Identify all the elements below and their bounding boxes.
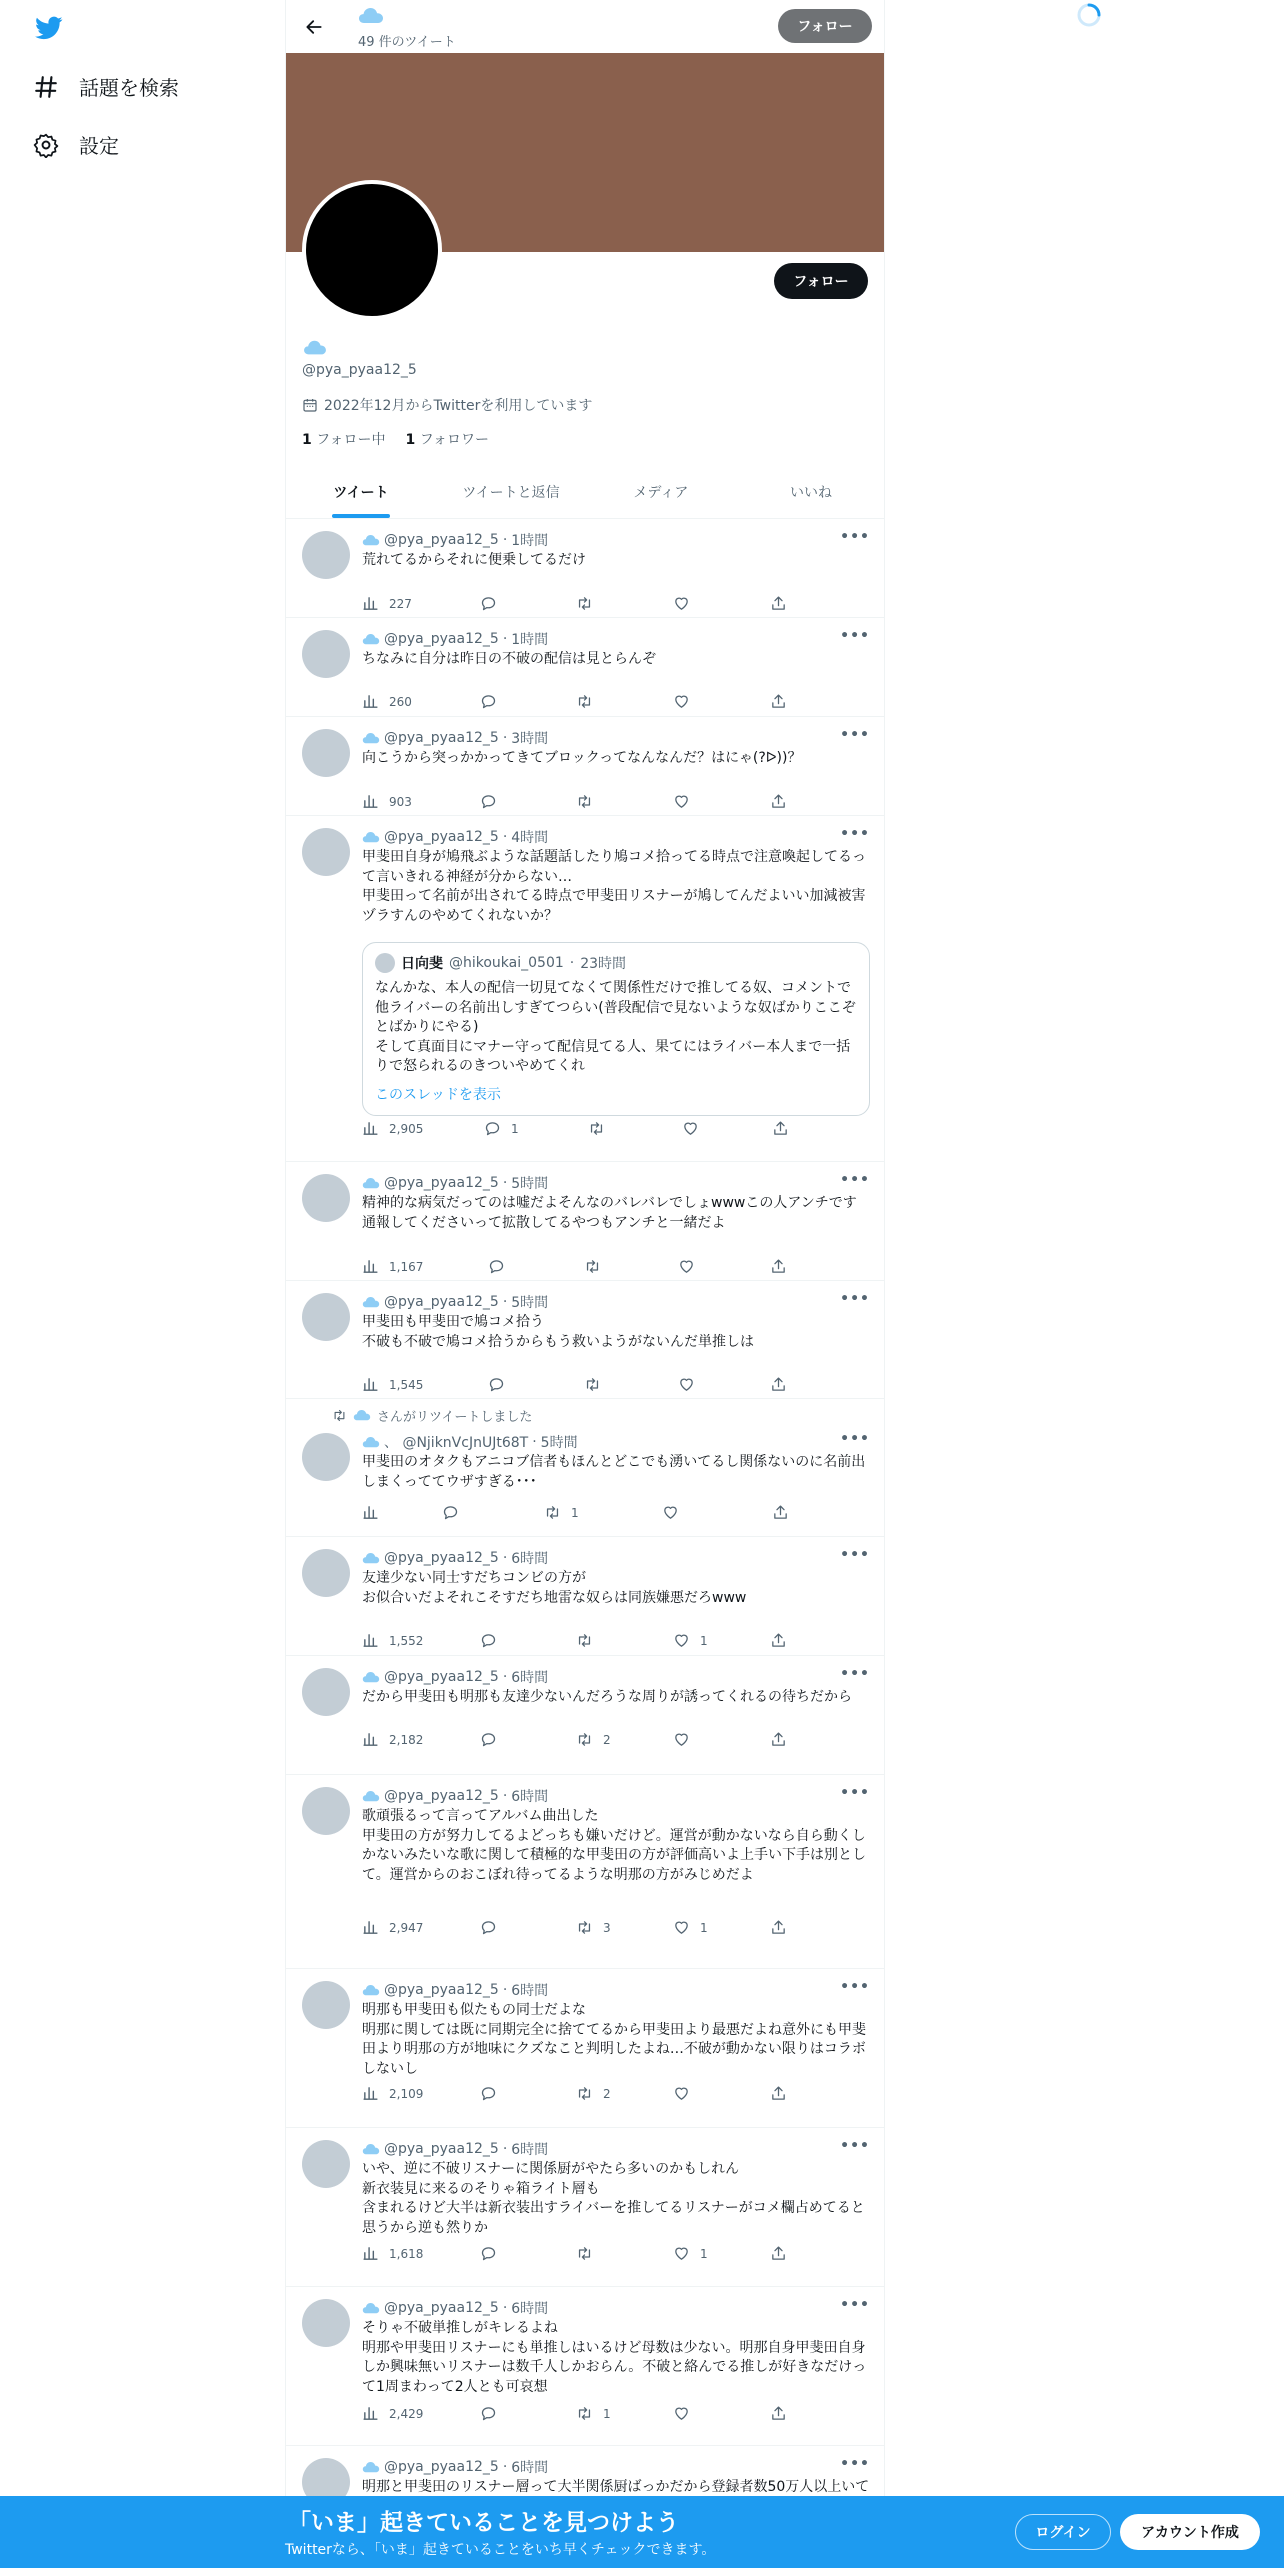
retweet-icon <box>576 2245 593 2262</box>
tweet-actions <box>362 2085 792 2105</box>
profile-column <box>285 0 885 2568</box>
tweet-item[interactable] <box>286 2287 885 2446</box>
arrow-left-icon <box>304 17 324 37</box>
tweet-text: いや、逆に不破リスナーに関係厨がやたら多いのかもしれん 新衣装見に来るのそりゃ箱ライト層も 含まれるけど大半は新衣装出すライバーを推してるリスナーがコメ欄占めてると思うから逆も然りか <box>362 2161 865 2236</box>
retweet-button[interactable] <box>584 1376 611 1393</box>
tweet-actions <box>362 1376 792 1396</box>
retweet-icon <box>576 693 593 710</box>
profile-joined-text: 2022年12月からTwitterを利用しています <box>324 398 593 414</box>
retweet-icon <box>576 2085 593 2102</box>
share-icon <box>770 693 787 710</box>
share-icon <box>770 595 787 612</box>
cloud-emoji-icon <box>362 1551 380 1566</box>
reply-button[interactable] <box>480 595 507 612</box>
retweet-button[interactable] <box>588 1120 615 1137</box>
share-button[interactable] <box>770 2085 787 2102</box>
reply-icon <box>480 2245 497 2262</box>
heart-icon <box>673 2085 690 2102</box>
views-icon <box>362 1376 379 1393</box>
followers-link[interactable]: 1 フォロワー <box>405 432 490 448</box>
tweet-handle[interactable]: @pya_pyaa12_5 <box>384 730 499 746</box>
profile-follow-stats <box>302 429 489 449</box>
heart-icon <box>673 2405 690 2422</box>
share-icon <box>772 1120 789 1137</box>
tweet-avatar[interactable] <box>302 729 350 777</box>
heart-icon <box>673 1731 690 1748</box>
tweet-text: 友達少ない同士すだちコンビの方が お似合いだよそれこそすだち地雷な奴らは同族嫌悪だろwww <box>362 1570 747 1606</box>
reply-icon <box>480 2405 497 2422</box>
tweet-time[interactable]: 3時間 <box>511 731 549 747</box>
like-button[interactable] <box>673 693 700 710</box>
retweet-icon <box>332 1408 347 1423</box>
retweeted-by: さんがリツイートしました <box>332 1406 532 1425</box>
tweet-actions <box>362 595 792 615</box>
views-button[interactable]: 903 <box>362 793 412 810</box>
share-icon <box>770 2245 787 2262</box>
views-icon <box>362 1258 379 1275</box>
retweet-icon <box>584 1258 601 1275</box>
tweet-actions <box>362 2245 792 2265</box>
retweet-icon <box>544 1504 561 1521</box>
share-icon <box>770 2085 787 2102</box>
twitter-logo-icon[interactable] <box>33 14 65 42</box>
share-button[interactable] <box>770 595 787 612</box>
heart-icon <box>673 693 690 710</box>
tweet-header: @pya_pyaa12_5 · 6時間 <box>362 1548 548 1568</box>
quoted-tweet-time: 23時間 <box>580 956 627 972</box>
tab-media[interactable]: メディア <box>633 485 689 501</box>
tweet-handle[interactable]: @pya_pyaa12_5 <box>384 2300 499 2316</box>
retweet-icon <box>576 1731 593 1748</box>
tweet-avatar[interactable] <box>302 2140 350 2188</box>
tweet-text: だから甲斐田も明那も友達少ないんだろうな周りが誘ってくれるの待ちだから <box>362 1689 852 1705</box>
tweet-time[interactable]: 6時間 <box>511 2142 549 2158</box>
heart-icon <box>682 1120 699 1137</box>
reply-button[interactable] <box>480 2405 507 2422</box>
reply-icon <box>480 1731 497 1748</box>
quoted-tweet[interactable] <box>362 942 870 1116</box>
cloud-emoji-icon <box>358 5 384 27</box>
signup-banner-title: 「いま」起きていることを見つけよう <box>288 2510 679 2536</box>
tweet-actions <box>362 793 792 813</box>
tweet-actions <box>362 1258 792 1278</box>
views-icon <box>362 793 379 810</box>
share-icon <box>770 1731 787 1748</box>
tweet-time[interactable]: 6時間 <box>511 1983 549 1999</box>
share-button[interactable] <box>770 793 787 810</box>
tweet-handle[interactable]: @pya_pyaa12_5 <box>384 2141 499 2157</box>
tweet-handle[interactable]: @pya_pyaa12_5 <box>384 1788 499 1804</box>
cloud-emoji-icon <box>362 533 380 548</box>
tweet-text: 甲斐田のオタクもアニコブ信者もほんとどこでも湧いてるし関係ないのに名前出しまくっててウザすぎる･･･ <box>362 1454 866 1490</box>
views-button[interactable]: 2,109 <box>362 2085 423 2102</box>
tweet-text: 精神的な病気だってのは嘘だよそんなのバレバレでしょwwwこの人アンチです通報してくださいって拡散してるやつもアンチと一緒だよ <box>362 1195 857 1231</box>
reply-icon <box>480 595 497 612</box>
reply-icon <box>484 1120 501 1137</box>
reply-button[interactable] <box>480 693 507 710</box>
share-icon <box>770 1376 787 1393</box>
views-icon <box>362 1731 379 1748</box>
tweet-item[interactable] <box>286 717 885 816</box>
more-options-button[interactable]: ••• <box>840 2138 870 2154</box>
reply-icon <box>442 1504 459 1521</box>
tweet-header: @pya_pyaa12_5 · 6時間 <box>362 1667 548 1687</box>
tweet-item[interactable] <box>286 618 885 717</box>
like-button[interactable] <box>673 2085 700 2102</box>
tweet-item[interactable] <box>286 1969 885 2128</box>
cloud-emoji-icon <box>303 338 327 358</box>
views-icon <box>362 1919 379 1936</box>
views-icon <box>362 693 379 710</box>
hashtag-icon <box>33 74 59 100</box>
retweet-icon <box>576 1632 593 1649</box>
tweet-text: 歌頑張るって言ってアルバム曲出した 甲斐田の方が努力してるよどっちも嫌いだけど。運営が動かないなら自ら動くしかないみたいな歌に関して積極的な甲斐田の方が評価高いよ上手い下手は別として。運営からのおこぼれ待ってるような明那の方がみじめだよ <box>362 1808 866 1883</box>
cloud-emoji-icon <box>362 1670 380 1685</box>
signup-banner-subtitle: Twitterなら、「いま」起きていることをいち早くチェックできます。 <box>285 2542 716 2558</box>
show-thread-link[interactable]: このスレッドを表示 <box>375 1087 501 1103</box>
share-icon <box>772 1504 789 1521</box>
tab-likes[interactable]: いいね <box>790 485 832 501</box>
cloud-emoji-icon <box>362 1435 380 1450</box>
tweet-header: @pya_pyaa12_5 · 5時間 <box>362 1292 548 1312</box>
views-button[interactable]: 260 <box>362 693 412 710</box>
tweet-header: @pya_pyaa12_5 · 3時間 <box>362 728 548 748</box>
tweet-avatar[interactable] <box>302 828 350 876</box>
share-icon <box>770 793 787 810</box>
profile-avatar[interactable] <box>302 180 442 320</box>
reply-button[interactable] <box>480 2245 507 2262</box>
share-button[interactable] <box>770 1632 787 1649</box>
tweet-time[interactable]: 6時間 <box>511 2460 549 2476</box>
tweet-avatar[interactable] <box>302 2299 350 2347</box>
views-icon <box>362 595 379 612</box>
like-button[interactable] <box>673 1731 700 1748</box>
cloud-emoji-icon <box>362 1983 380 1998</box>
reply-button[interactable] <box>488 1376 515 1393</box>
tweet-avatar[interactable] <box>302 1787 350 1835</box>
reply-button[interactable] <box>480 1731 507 1748</box>
views-icon <box>362 1632 379 1649</box>
cloud-emoji-icon <box>362 2460 380 2475</box>
views-icon <box>362 1504 379 1521</box>
like-button[interactable]: 1 <box>673 1919 708 1936</box>
tweet-header: @pya_pyaa12_5 · 6時間 <box>362 2139 548 2159</box>
more-options-button[interactable]: ••• <box>840 1172 870 1188</box>
tweet-time[interactable]: 1時間 <box>511 632 549 648</box>
views-button[interactable]: 1,167 <box>362 1258 423 1275</box>
profile-joined <box>302 395 592 415</box>
tab-tweets[interactable]: ツイート <box>286 466 436 518</box>
more-options-button[interactable]: ••• <box>840 1547 870 1563</box>
share-button[interactable] <box>770 1731 787 1748</box>
tweet-header: @pya_pyaa12_5 · 6時間 <box>362 2457 548 2477</box>
retweet-button[interactable]: 3 <box>576 1919 611 1936</box>
more-options-button[interactable]: ••• <box>840 628 870 644</box>
profile-handle: @pya_pyaa12_5 <box>302 362 417 378</box>
reply-button[interactable] <box>480 1632 507 1649</box>
retweet-icon <box>576 1919 593 1936</box>
tweet-item[interactable] <box>286 519 885 618</box>
reply-icon <box>480 1632 497 1649</box>
tweet-item[interactable] <box>286 1537 885 1656</box>
tweet-header: @pya_pyaa12_5 · 1時間 <box>362 629 548 649</box>
like-button[interactable]: 1 <box>673 2245 708 2262</box>
tweet-time[interactable]: 4時間 <box>511 830 549 846</box>
reply-button[interactable] <box>488 1258 515 1275</box>
retweet-button[interactable]: 2 <box>576 1731 611 1748</box>
reply-icon <box>488 1258 505 1275</box>
tweet-count: 49 件のツイート <box>358 35 456 50</box>
like-button[interactable] <box>662 1504 689 1521</box>
views-button[interactable]: 1,552 <box>362 1632 423 1649</box>
like-button[interactable] <box>678 1258 705 1275</box>
quoted-tweet-handle: @hikoukai_0501 <box>449 955 564 971</box>
tweet-handle[interactable]: @pya_pyaa12_5 <box>384 1669 499 1685</box>
cloud-emoji-icon <box>362 731 380 746</box>
reply-icon <box>480 793 497 810</box>
tweet-time[interactable]: 5時間 <box>511 1295 549 1311</box>
views-button[interactable]: 1,618 <box>362 2245 423 2262</box>
reply-button[interactable] <box>480 2085 507 2102</box>
tweet-item[interactable] <box>286 1775 885 1969</box>
heart-icon <box>673 1919 690 1936</box>
cloud-emoji-icon <box>362 830 380 845</box>
share-icon <box>770 2405 787 2422</box>
nav-explore-label: 話題を検索 <box>79 76 179 100</box>
tweet-time[interactable]: 1時間 <box>511 533 549 549</box>
retweet-icon <box>576 595 593 612</box>
retweet-button[interactable]: 2 <box>576 2085 611 2102</box>
tweet-actions <box>362 1120 792 1140</box>
heart-icon <box>673 1632 690 1649</box>
tweet-item[interactable] <box>286 816 885 1162</box>
like-button[interactable]: 1 <box>673 1632 708 1649</box>
more-options-button[interactable]: ••• <box>840 1291 870 1307</box>
tweet-header: @pya_pyaa12_5 · 5時間 <box>362 1173 548 1193</box>
tweet-time[interactable]: 6時間 <box>511 1551 549 1567</box>
following-link[interactable]: 1 フォロー中 <box>302 432 386 448</box>
profile-header-bar <box>286 0 885 53</box>
tweet-time[interactable]: 6時間 <box>511 1789 549 1805</box>
views-icon <box>362 1120 379 1137</box>
views-button[interactable]: 227 <box>362 595 412 612</box>
gear-icon <box>33 132 59 158</box>
retweet-icon <box>584 1376 601 1393</box>
tweet-item[interactable] <box>286 2128 885 2287</box>
share-icon <box>770 1632 787 1649</box>
cloud-emoji-icon <box>353 1408 371 1423</box>
reply-icon <box>480 693 497 710</box>
tweet-header: @pya_pyaa12_5 · 4時間 <box>362 827 548 847</box>
tweet-header: @pya_pyaa12_5 · 6時間 <box>362 1786 548 1806</box>
like-button[interactable] <box>673 2405 700 2422</box>
retweet-icon <box>588 1120 605 1137</box>
heart-icon <box>662 1504 679 1521</box>
tweet-item[interactable] <box>286 1281 885 1399</box>
share-button[interactable] <box>770 1919 787 1936</box>
tweet-avatar[interactable] <box>302 1174 350 1222</box>
views-button[interactable]: 2,429 <box>362 2405 423 2422</box>
tweet-actions <box>362 1919 792 1939</box>
tweet-header: 、 @NjiknVcJnUJt68T · 5時間 <box>362 1432 578 1452</box>
retweet-button[interactable] <box>576 1632 603 1649</box>
header-follow-button[interactable]: フォロー <box>778 9 872 43</box>
retweet-button[interactable]: 1 <box>544 1504 579 1521</box>
tweet-header: @pya_pyaa12_5 · 6時間 <box>362 2298 548 2318</box>
reply-button[interactable] <box>480 793 507 810</box>
tweet-handle[interactable]: @pya_pyaa12_5 <box>384 829 499 845</box>
more-options-button[interactable]: ••• <box>840 2297 870 2313</box>
views-icon <box>362 2245 379 2262</box>
calendar-icon <box>302 397 318 413</box>
views-button[interactable]: 2,947 <box>362 1919 423 1936</box>
login-button[interactable]: ログイン <box>1015 2514 1111 2550</box>
tweet-actions <box>362 693 792 713</box>
views-button[interactable]: 2,905 <box>362 1120 423 1137</box>
tweet-handle[interactable]: @pya_pyaa12_5 <box>384 631 499 647</box>
tweet-actions <box>362 1731 792 1751</box>
share-button[interactable] <box>772 1120 789 1137</box>
tweet-handle[interactable]: @pya_pyaa12_5 <box>384 1294 499 1310</box>
more-options-button[interactable]: ••• <box>840 1979 870 1995</box>
heart-icon <box>678 1258 695 1275</box>
tweet-header: @pya_pyaa12_5 · 1時間 <box>362 530 548 550</box>
follow-button[interactable]: フォロー <box>774 263 868 299</box>
retweet-button[interactable]: 1 <box>576 2405 611 2422</box>
tweet-text: 甲斐田も甲斐田で鳩コメ拾う 不破も不破で鳩コメ拾うからもう救いようがないんだ単推しは <box>362 1314 754 1350</box>
retweet-button[interactable] <box>576 595 603 612</box>
retweet-icon <box>576 2405 593 2422</box>
quoted-tweet-header: 日向斐 @hikoukai_0501 · 23時間 <box>375 953 626 973</box>
tweet-handle[interactable]: @pya_pyaa12_5 <box>384 1550 499 1566</box>
tweet-avatar[interactable] <box>302 1293 350 1341</box>
tweet-handle[interactable]: 、 @NjiknVcJnUJt68T <box>384 1435 529 1451</box>
tweet-handle[interactable]: @pya_pyaa12_5 <box>384 1175 499 1191</box>
share-button[interactable] <box>770 693 787 710</box>
share-button[interactable] <box>770 1376 787 1393</box>
share-button[interactable] <box>772 1504 789 1521</box>
share-button[interactable] <box>770 1258 787 1275</box>
reply-button[interactable] <box>442 1504 469 1521</box>
tweet-avatar[interactable] <box>302 1668 350 1716</box>
tweet-handle[interactable]: @pya_pyaa12_5 <box>384 532 499 548</box>
more-options-button[interactable]: ••• <box>840 1785 870 1801</box>
tweet-text: 向こうから突っかかってきてブロックってなんなんだ？はにゃ(?ᐅ))？ <box>362 750 802 766</box>
cloud-emoji-icon <box>362 1789 380 1804</box>
tweet-time[interactable]: 6時間 <box>511 2301 549 2317</box>
signup-button[interactable]: アカウント作成 <box>1120 2514 1260 2550</box>
share-icon <box>770 1258 787 1275</box>
like-button[interactable] <box>673 595 700 612</box>
cloud-emoji-icon <box>362 2142 380 2157</box>
tweet-item[interactable] <box>286 1656 885 1775</box>
views-button[interactable] <box>362 1504 389 1521</box>
tweet-avatar[interactable] <box>302 1981 350 2029</box>
tweet-handle[interactable]: @pya_pyaa12_5 <box>384 1982 499 1998</box>
tweet-item[interactable] <box>286 1162 885 1281</box>
more-options-button[interactable]: ••• <box>840 529 870 545</box>
share-button[interactable] <box>770 2245 787 2262</box>
nav-settings-label: 設定 <box>79 134 119 158</box>
quoted-tweet-text: なんかな、本人の配信一切見てなくて関係性だけで推してる奴、コメントで他ライバーの名前出しすぎてつらい(普段配信で見ないような奴ばかりここぞとばかりにやる) そして真面目にマナー守って配信見てる人、果てにはライバー本人まで一括りで怒られるのきついやめてくれ <box>375 980 856 1074</box>
tweet-text: ちなみに自分は昨日の不破の配信は見とらんぞ <box>362 651 656 667</box>
more-options-button[interactable]: ••• <box>840 727 870 743</box>
retweet-button[interactable] <box>576 793 603 810</box>
tab-tweets-and-replies[interactable]: ツイートと返信 <box>462 485 560 501</box>
like-button[interactable] <box>682 1120 709 1137</box>
tweet-text: 明那と甲斐田のリスナー層って大半関係厨ばっかだから登録者数50万人以上いて <box>362 2479 870 2495</box>
share-button[interactable] <box>770 2405 787 2422</box>
share-icon <box>770 1919 787 1936</box>
tweet-avatar[interactable] <box>302 630 350 678</box>
heart-icon <box>678 1376 695 1393</box>
nav-settings[interactable] <box>33 130 119 159</box>
reply-button[interactable] <box>480 1919 507 1936</box>
heart-icon <box>673 2245 690 2262</box>
reply-button[interactable]: 1 <box>484 1120 519 1137</box>
retweet-button[interactable] <box>576 2245 603 2262</box>
like-button[interactable] <box>673 793 700 810</box>
more-options-button[interactable]: ••• <box>840 1666 870 1682</box>
like-button[interactable] <box>678 1376 705 1393</box>
tweet-avatar[interactable] <box>302 1433 350 1481</box>
tweet-time[interactable]: 6時間 <box>511 1670 549 1686</box>
cloud-emoji-icon <box>362 2301 380 2316</box>
reply-icon <box>488 1376 505 1393</box>
tweet-time[interactable]: 5時間 <box>540 1435 578 1451</box>
retweet-button[interactable] <box>576 693 603 710</box>
views-icon <box>362 2405 379 2422</box>
more-options-button[interactable]: ••• <box>840 2456 870 2472</box>
views-button[interactable]: 2,182 <box>362 1731 423 1748</box>
tweet-text: 明那も甲斐田も似たもの同士だよな 明那に関しては既に同期完全に捨ててるから甲斐田より最悪だよね意外にも甲斐田より明那の方が地味にクズなこと判明したよね…不破が動かない限りはコラボしないし <box>362 2002 866 2077</box>
heart-icon <box>673 595 690 612</box>
tweet-item[interactable] <box>286 1399 885 1537</box>
heart-icon <box>673 793 690 810</box>
tweet-actions <box>362 2405 792 2425</box>
signup-banner <box>0 2496 1284 2568</box>
retweet-icon <box>576 793 593 810</box>
cloud-emoji-icon <box>362 632 380 647</box>
tweet-handle[interactable]: @pya_pyaa12_5 <box>384 2459 499 2475</box>
quoted-tweet-avatar <box>375 953 395 973</box>
more-options-button[interactable]: ••• <box>840 1431 870 1447</box>
tweet-actions <box>362 1632 792 1652</box>
views-button[interactable]: 1,545 <box>362 1376 423 1393</box>
cloud-emoji-icon <box>362 1176 380 1191</box>
profile-tabs <box>286 466 885 519</box>
tweet-avatar[interactable] <box>302 531 350 579</box>
more-options-button[interactable]: ••• <box>840 826 870 842</box>
reply-icon <box>480 1919 497 1936</box>
tweet-avatar[interactable] <box>302 1549 350 1597</box>
tweet-time[interactable]: 5時間 <box>511 1176 549 1192</box>
tweet-text: 荒れてるからそれに便乗してるだけ <box>362 552 586 568</box>
tweet-actions <box>362 1504 792 1524</box>
reply-icon <box>480 2085 497 2102</box>
tweet-text: そりゃ不破単推しがキレるよね 明那や甲斐田リスナーにも単推しはいるけど母数は少ない。明那自身甲斐田自身しか興味無いリスナーは数千人しかおらん。不破と絡んでる推しが好きなだけって1周まわって2人とも可哀想 <box>362 2320 867 2395</box>
tweet-header: @pya_pyaa12_5 · 6時間 <box>362 1980 548 2000</box>
retweet-button[interactable] <box>584 1258 611 1275</box>
loading-spinner-icon <box>1076 2 1102 28</box>
tweet-text: 甲斐田自身が鳩飛ぶような話題話したり鳩コメ拾ってる時点で注意喚起してるって言いきれる神経が分からない… 甲斐田って名前が出されてる時点で甲斐田リスナーが鳩してんだよいい加減被害ヅラすんのやめてくれないか？ <box>362 849 866 924</box>
cloud-emoji-icon <box>362 1295 380 1310</box>
back-button[interactable] <box>300 13 328 41</box>
nav-explore[interactable] <box>33 72 179 101</box>
quoted-tweet-name: 日向斐 <box>401 956 443 972</box>
views-icon <box>362 2085 379 2102</box>
